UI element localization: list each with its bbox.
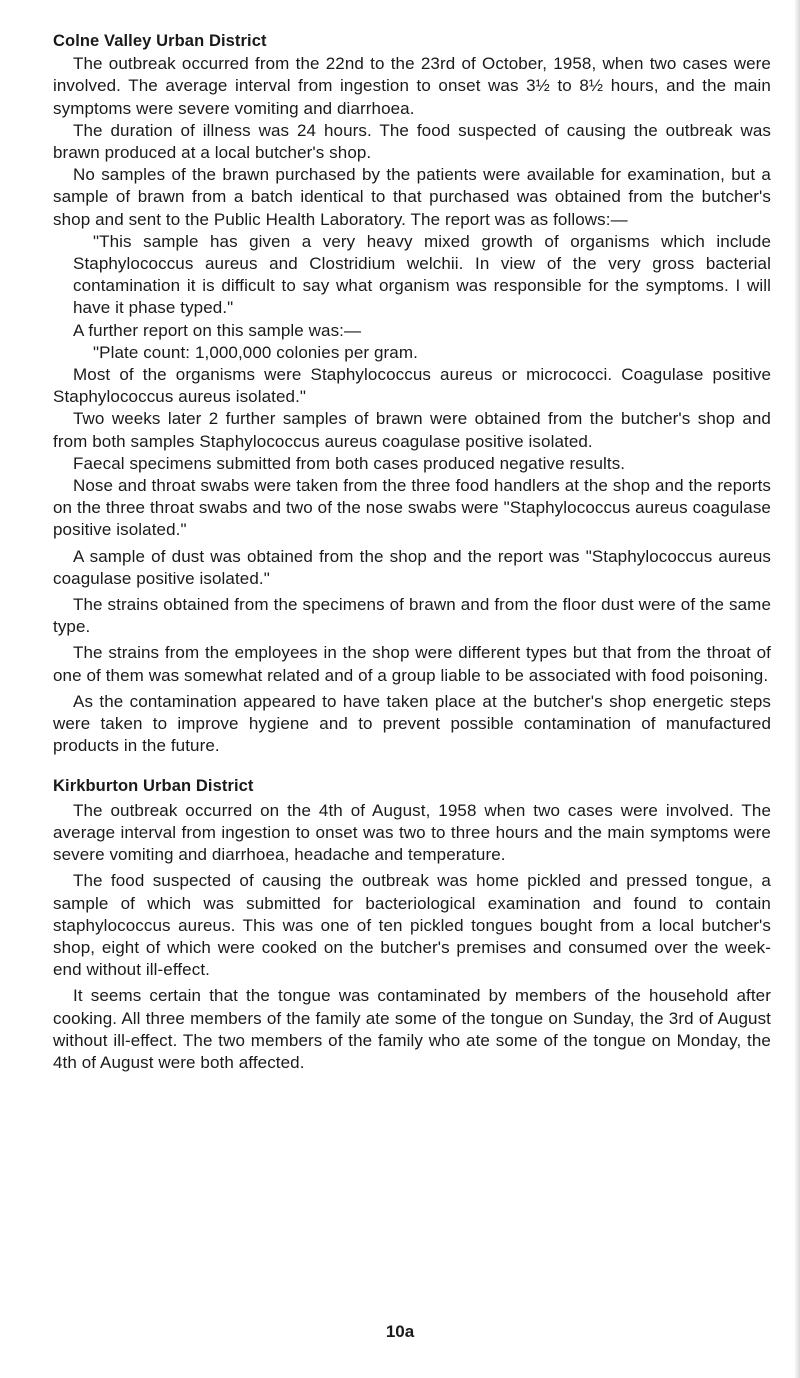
quoted-report: "This sample has given a very heavy mixed growth of organisms which include Staphylococcus aureus and Clostridium welchii. In view of the very gross bacterial contamination it is difficult to say what organism was responsible for the symptoms. I will have it phase typed." <box>73 231 771 318</box>
section-heading: Kirkburton Urban District <box>53 776 254 795</box>
paragraph: A further report on this sample was:— <box>73 320 362 340</box>
quoted-report: Most of the organisms were Staphylococcus aureus or micrococci. Coagulase positive Staphylococcus aureus isolated." <box>53 365 771 407</box>
paragraph: It seems certain that the tongue was contaminated by members of the household after cooking. All three members of the family ate some of the tongue on Sunday, the 3rd of August without ill-effect. The two members of the family who ate some of the tongue on Monday, the 4th of August were both affected. <box>53 986 771 1072</box>
paragraph: The duration of illness was 24 hours. The food suspected of causing the outbreak was brawn produced at a local butcher's shop. <box>53 120 771 163</box>
page-number: 10a <box>385 1322 415 1341</box>
paragraph: The outbreak occurred on the 4th of August, 1958 when two cases were involved. The average interval from ingestion to onset was two to three hours and the main symptoms were severe vomiting and diarrhoea, headache and temperature. <box>53 800 771 865</box>
paragraph: The strains obtained from the specimens of brawn and from the floor dust were of the same type. <box>53 595 771 637</box>
page-edge-shadow <box>794 0 800 1378</box>
paragraph: The outbreak occurred from the 22nd to the 23rd of October, 1958, when two cases were involved. The average interval from ingestion to onset was 3½ to 8½ hours, and the main symptoms were severe vomiting and diarrhoea. <box>53 54 771 118</box>
paragraph: The food suspected of causing the outbreak was home pickled and pressed tongue, a sample of which was submitted for bacteriological examination and found to contain staphylococcus aureus. This was one of ten pickled tongues bought from a local butcher's shop, eight of which were cooked on the butcher's premises and consumed over the week-end without ill-effect. <box>53 871 771 980</box>
document-page <box>53 30 771 1074</box>
paragraph: Nose and throat swabs were taken from the three food handlers at the shop and the reports on the three throat swabs and two of the nose swabs were "Staphylococcus aureus coagulase positive isolated." <box>53 476 771 540</box>
paragraph: Two weeks later 2 further samples of brawn were obtained from the butcher's shop and from both samples Staphylococcus aureus coagulase positive isolated. <box>53 409 771 451</box>
paragraph: No samples of the brawn purchased by the patients were available for examination, but a sample of brawn from a batch identical to that purchased was obtained from the butcher's shop and sent to the Public Health Laboratory. The report was as follows:— <box>53 165 771 229</box>
section-heading: Colne Valley Urban District <box>53 32 267 50</box>
paragraph: Faecal specimens submitted from both cases produced negative results. <box>73 453 626 473</box>
quoted-report: "Plate count: 1,000,000 colonies per gram. <box>93 342 418 362</box>
paragraph: As the contamination appeared to have taken place at the butcher's shop energetic steps were taken to improve hygiene and to prevent possible contamination of manufactured products in the future. <box>53 691 771 756</box>
paragraph: The strains from the employees in the shop were different types but that from the throat of one of them was somewhat related and of a group liable to be associated with food poisoning. <box>53 643 771 685</box>
section-kirkburton <box>53 775 771 1075</box>
paragraph: A sample of dust was obtained from the shop and the report was "Staphylococcus aureus coagulase positive isolated." <box>53 546 771 588</box>
section-colne-valley <box>53 30 771 758</box>
